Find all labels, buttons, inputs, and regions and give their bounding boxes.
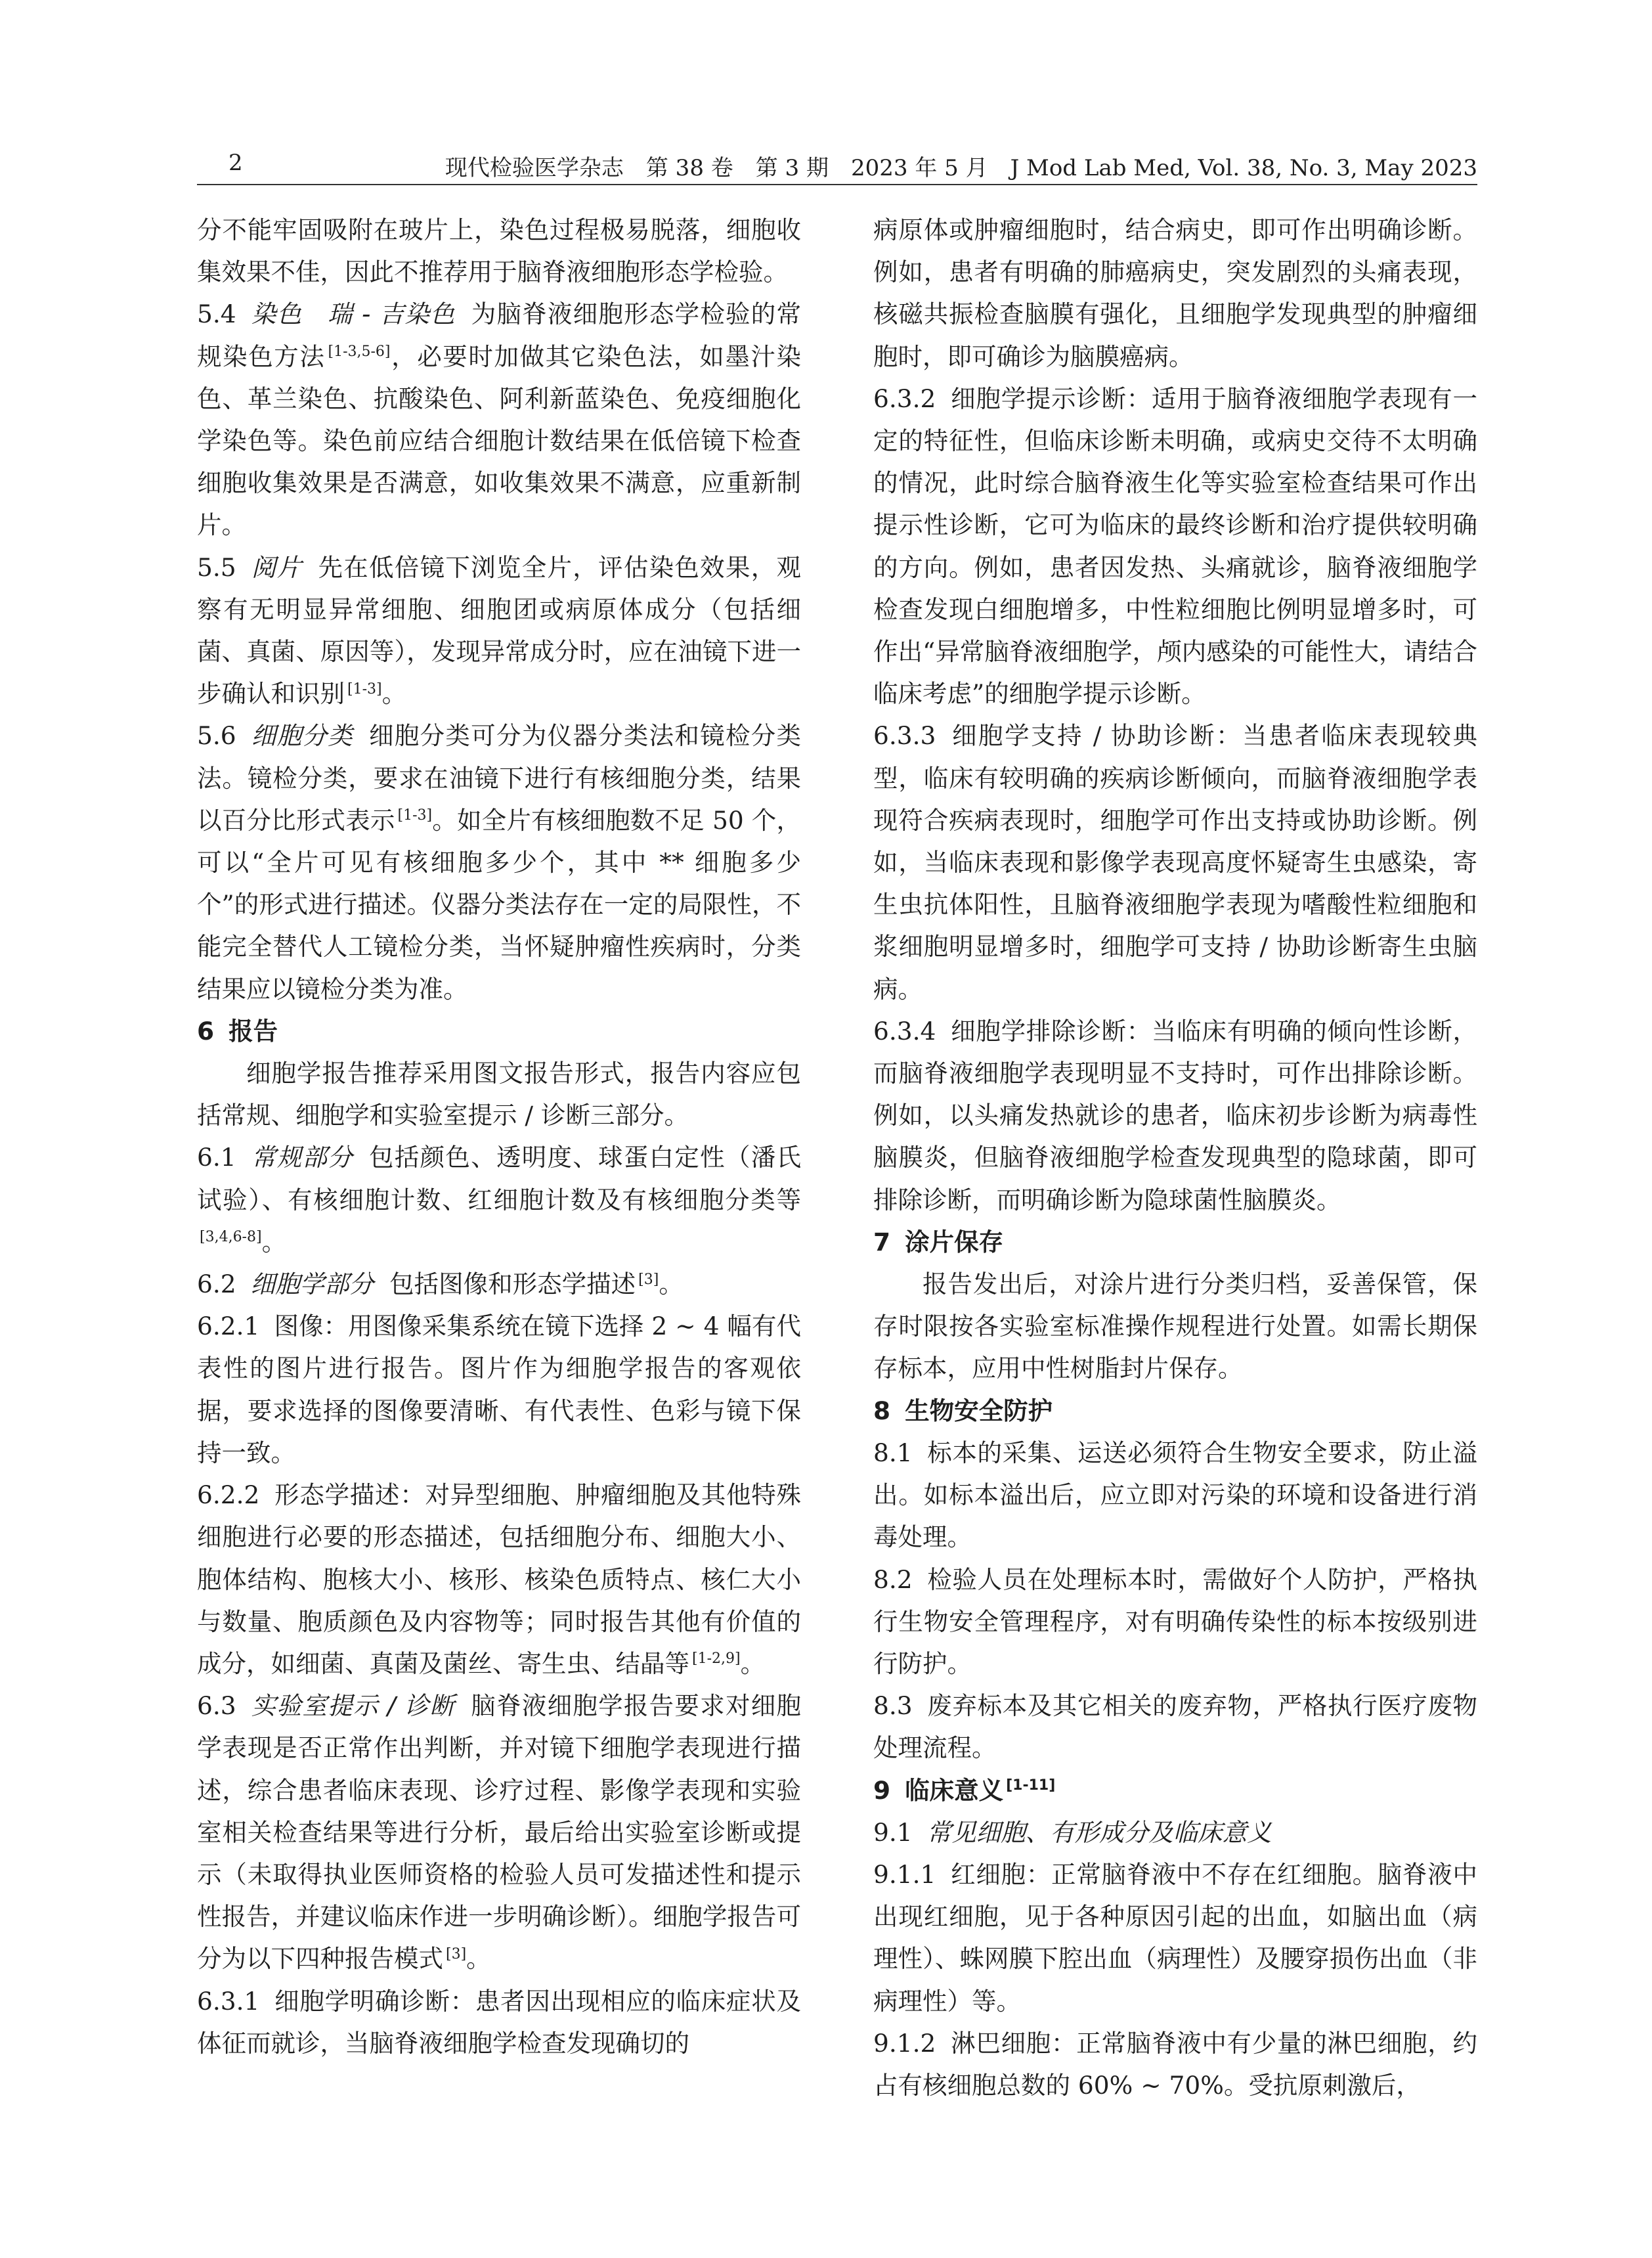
paragraph-text: 图像：用图像采集系统在镜下选择 2 ~ 4 幅有代表性的图片进行报告。图片作为细胞学报告的客观依据，要求选择的图像要清晰、有代表性、色彩与镜下保持一致。 [197,1312,801,1467]
header-rule [197,184,1477,185]
paragraph-text: 细胞分类可分为仪器分类法和镜检分类法。镜检分类，要求在油镜下进行有核细胞分类，结果以百分比形式表示 [197,721,802,835]
paragraph [873,209,1477,378]
paragraph-number: 9.1.1 [873,1859,936,1889]
paragraph [197,1980,801,2064]
citation-ref: [1-3,5-6] [328,343,391,361]
paragraph-number: 6.2.2 [197,1480,260,1510]
running-header [197,143,1477,183]
paragraph [873,2022,1477,2106]
citation-ref: [1-11] [1006,1777,1056,1794]
paragraph [873,1263,1477,1390]
paragraph [197,1263,801,1305]
paragraph [197,546,801,715]
subsection-label: 细胞学部分 [250,1270,374,1299]
paragraph-number: 5.4 [197,299,236,329]
paragraph [873,1853,1477,2022]
paragraph-text: 细胞学支持 / 协助诊断：当患者临床表现较典型，临床有较明确的疾病诊断倾向，而脑脊液细胞学表现符合疾病表现时，细胞学可作出支持或协助诊断。例如，当临床表现和影像学表现高度怀疑寄生虫感染，寄生虫抗体阳性，且脑脊液细胞学表现为嗜酸性粒细胞和浆细胞明显增多时，细胞学可支持 / 协助诊断寄生虫脑病。 [873,721,1477,1004]
paragraph-number: 5.5 [197,552,236,582]
paragraph-number: 8.3 [873,1691,913,1721]
paragraph-number: 6.2 [197,1270,236,1299]
paragraph [197,1052,801,1136]
paragraph-text: 病原体或肿瘤细胞时，结合病史，即可作出明确诊断。例如，患者有明确的肺癌病史，突发剧烈的头痛表现，核磁共振检查脑膜有强化，且细胞学发现典型的肿瘤细胞时，即可确诊为脑膜癌病。 [873,215,1477,371]
paragraph-text: 分不能牢固吸附在玻片上，染色过程极易脱落，细胞收集效果不佳，因此不推荐用于脑脊液细胞形态学检验。 [197,215,801,287]
citation-ref: [3] [446,1945,467,1962]
paragraph-number: 6.3.4 [873,1016,936,1046]
paragraph-tail: ，必要时加做其它染色法，如墨汁染色、革兰染色、抗酸染色、阿利新蓝染色、免疫细胞化学染色等。染色前应结合细胞计数结果在低倍镜下检查细胞收集效果是否满意，如收集效果不满意，应重新制片。 [197,342,802,540]
section-heading [197,1010,801,1052]
paragraph-text: 脑脊液细胞学报告要求对细胞学表现是否正常作出判断，并对镜下细胞学表现进行描述，综合患者临床表现、诊疗过程、影像学表现和实验室相关检查结果等进行分析，最后给出实验室诊断或提示（未取得执业医师资格的检验人员可发描述性和提示性报告，并建议临床作进一步明确诊断）。细胞学报告可分为以下四种报告模式 [197,1691,802,1974]
section-heading [873,1221,1477,1263]
paragraph-tail: 。 [381,679,407,709]
paragraph [873,1559,1477,1685]
paragraph-tail: 。 [466,1944,491,1974]
citation-ref: [1-3] [397,807,433,824]
paragraph [873,1685,1477,1769]
section-title: 涂片保存 [905,1227,1004,1256]
paragraph-text: 细胞学明确诊断：患者因出现相应的临床症状及体征而就诊，当脑脊液细胞学检查发现确切的 [197,1986,801,2058]
paragraph-number: 6.3.2 [873,384,936,413]
paragraph-number: 6.3.1 [197,1986,260,2016]
subsection-label: 细胞分类 [250,721,354,751]
section-number: 6 [197,1016,215,1046]
paragraph-number: 6.3 [197,1691,236,1721]
section-number: 9 [873,1775,891,1805]
subsection-label: 实验室提示 / 诊断 [250,1691,456,1721]
paragraph-text: 形态学描述：对异型细胞、肿瘤细胞及其他特殊细胞进行必要的形态描述，包括细胞分布、细胞大小、胞体结构、胞核大小、核形、核染色质特点、核仁大小与数量、胞质颜色及内容物等；同时报告其他有价值的成分，如细菌、真菌及菌丝、寄生虫、结晶等 [197,1480,801,1678]
paragraph [197,1136,801,1263]
paragraph-tail: 。 [659,1270,684,1299]
citation-ref: [1-2,9] [692,1650,741,1668]
paragraph-text: 报告发出后，对涂片进行分类归档，妥善保管，保存时限按各实验室标准操作规程进行处置。如需长期保存标本，应用中性树脂封片保存。 [873,1270,1477,1383]
subsection-label: 阅片 [250,552,303,582]
paragraph-text: 细胞学提示诊断：适用于脑脊液细胞学表现有一定的特征性，但临床诊断未明确，或病史交待不太明确的情况，此时综合脑脊液生化等实验室检查结果可作出提示性诊断，它可为临床的最终诊断和治疗提供较明确的方向。例如，患者因发热、头痛就诊，脑脊液细胞学检查发现白细胞增多，中性粒细胞比例明显增多时，可作出“异常脑脊液细胞学，颅内感染的可能性大，请结合临床考虑”的细胞学提示诊断。 [873,384,1477,709]
paragraph-number: 8.1 [873,1438,913,1467]
paragraph-number: 6.1 [197,1143,236,1172]
citation-ref: [1-3] [347,680,382,697]
paragraph-tail: 。如全片有核细胞数不足 50 个，可以“全片可见有核细胞多少个，其中 ** 细胞多少个”的形式进行描述。仪器分类法存在一定的局限性，不能完全替代人工镜检分类，当怀疑肿瘤性疾病时，分类结果应以镜检分类为准。 [197,805,801,1004]
paragraph-number: 9.1 [873,1817,913,1847]
left-column [197,209,801,2064]
paragraph [873,378,1477,715]
subsection-label: 常规部分 [250,1143,354,1172]
section-number: 7 [873,1227,891,1256]
paragraph-tail: 。 [740,1649,766,1678]
paragraph-text: 废弃标本及其它相关的废弃物，严格执行医疗废物处理流程。 [873,1691,1477,1763]
paragraph-number: 5.6 [197,721,236,751]
paragraph-text: 红细胞：正常脑脊液中不存在红细胞。脑脊液中出现红细胞，见于各种原因引起的出血，如脑出血（病理性）、蛛网膜下腔出血（病理性）及腰穿损伤出血（非病理性）等。 [873,1859,1477,2016]
section-title: 生物安全防护 [905,1396,1053,1425]
paragraph-text: 标本的采集、运送必须符合生物安全要求，防止溢出。如标本溢出后，应立即对污染的环境和设备进行消毒处理。 [873,1438,1477,1552]
paragraph [873,1811,1477,1853]
paragraph-text: 先在低倍镜下浏览全片，评估染色效果，观察有无明显异常细胞、细胞团或病原体成分（包括细菌、真菌、原因等），发现异常成分时，应在油镜下进一步确认和识别 [197,552,802,709]
section-title: 临床意义 [905,1775,1004,1805]
citation-ref: [3] [638,1271,659,1288]
paragraph-text: 为脑脊液细胞形态学检验的常规染色方法 [197,299,801,371]
paragraph [197,715,801,1009]
paragraph-number: 6.2.1 [197,1312,260,1341]
paragraph-text: 包括颜色、透明度、球蛋白定性（潘氏试验）、有核细胞计数、红细胞计数及有核细胞分类等 [197,1143,802,1214]
paragraph-number: 8.2 [873,1564,913,1594]
subsection-label: 常见细胞、有形成分及临床意义 [926,1817,1272,1847]
paragraph-text: 细胞学排除诊断：当临床有明确的倾向性诊断，而脑脊液细胞学表现明显不支持时，可作出排除诊断。例如，以头痛发热就诊的患者，临床初步诊断为病毒性脑膜炎，但脑脊液细胞学检查发现典型的隐球菌，即可排除诊断，而明确诊断为隐球菌性脑膜炎。 [873,1016,1477,1214]
paragraph [197,1685,801,1980]
paragraph-tail: 。 [261,1227,287,1256]
paragraph-text: 细胞学报告推荐采用图文报告形式，报告内容应包括常规、细胞学和实验室提示 / 诊断三部分。 [197,1059,801,1130]
section-number: 8 [873,1396,891,1425]
section-heading [873,1769,1477,1811]
paragraph-number: 9.1.2 [873,2028,936,2058]
paragraph [197,1305,801,1474]
citation-ref: [3,4,6-8] [200,1229,262,1246]
right-column [873,209,1477,2106]
paragraph-text: 包括图像和形态学描述 [389,1270,636,1299]
journal-citation: 现代检验医学杂志 第 38 卷 第 3 期 2023 年 5 月 J Mod Lab Med, Vol. 38, No. 3, May 2023 [445,155,1477,181]
paragraph [197,293,801,546]
subsection-label: 染色 瑞 - 吉染色 [250,299,456,329]
paragraph [873,715,1477,1009]
paragraph [197,209,801,293]
section-title: 报告 [228,1016,278,1046]
section-heading [873,1390,1477,1432]
page-number: 2 [228,150,243,176]
paragraph [197,1474,801,1685]
paragraph-number: 6.3.3 [873,721,936,751]
paragraph [873,1432,1477,1559]
paragraph-text: 淋巴细胞：正常脑脊液中有少量的淋巴细胞，约占有核细胞总数的 60% ~ 70%。受抗原刺激后， [873,2028,1477,2100]
paragraph-text: 检验人员在处理标本时，需做好个人防护，严格执行生物安全管理程序，对有明确传染性的标本按级别进行防护。 [873,1564,1477,1678]
paragraph [873,1010,1477,1221]
